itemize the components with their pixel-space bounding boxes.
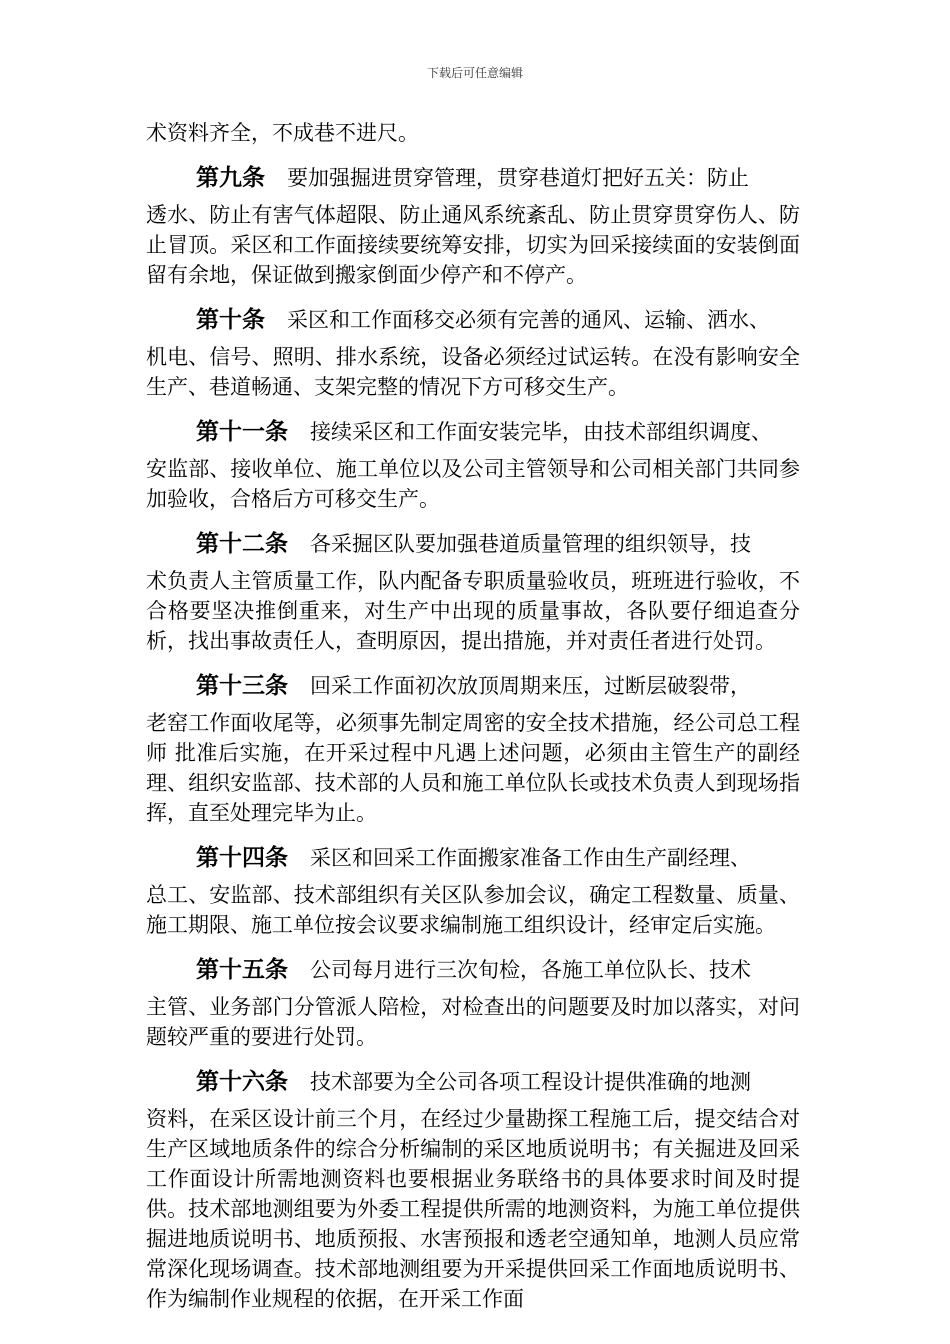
article-continuation: 机电、信号、照明、排水系统，设备必须经过试运转。在没有影响安全生产、巷道畅通、支架完整的情况下方可移交生产。 xyxy=(146,345,800,399)
article-number: 第十四条 xyxy=(196,844,288,871)
article xyxy=(146,302,800,402)
article xyxy=(146,952,800,1052)
article-continuation: 主管、业务部门分管派人陪检，对检查出的问题要及时加以落实，对问题较严重的要进行处罚。 xyxy=(146,995,800,1049)
article xyxy=(146,668,800,828)
article-number: 第十三条 xyxy=(196,672,288,699)
page-header: 下载后可任意编辑 xyxy=(426,66,523,80)
article-text: 采区和工作面移交必须有完善的通风、运输、洒水、 xyxy=(287,308,770,332)
article-number: 第十六条 xyxy=(196,1068,288,1095)
article xyxy=(146,414,800,514)
article-number: 第九条 xyxy=(196,164,265,191)
article-text: 公司每月进行三次旬检，各施工单位队长、技术 xyxy=(310,958,751,982)
article-text: 回采工作面初次放顶周期来压，过断层破裂带， xyxy=(310,674,751,698)
article-continuation: 术负责人主管质量工作，队内配备专职质量验收员，班班进行验收，不合格要坚决推倒重来，对生产中出现的质量事故，各队要仔细追查分析，找出事故责任人，查明原因，提出措施，并对责任者进行处罚。 xyxy=(146,569,800,653)
document-body xyxy=(146,118,800,1314)
article-continuation: 资料，在采区设计前三个月，在经过少量勘探工程施工后，提交结合对生产区域地质条件的综合分析编制的采区地质说明书；有关掘进及回采工作面设计所需地测资料也要根据业务联络书的具体要求时间及时提供。技术部地测组要为外委工程提供所需的地测资料，为施工单位提供掘进地质说明书、地质预报、水害预报和透老空通知单，地测人员应常常深化现场调查。技术部地测组要为开采提供回采工作面地质说明书、作为编制作业规程的依据，在开采工作面 xyxy=(146,1107,800,1311)
lead-paragraph: 术资料齐全，不成巷不进尺。 xyxy=(146,121,419,145)
article-continuation: 老窑工作面收尾等，必须事先制定周密的安全技术措施，经公司总工程师 批准后实施，在开采过程中凡遇上述问题，必须由主管生产的副经理、组织安监部、技术部的人员和施工单位队长或技术负责人到现场指挥，直至处理完毕为止。 xyxy=(146,711,800,825)
article xyxy=(146,526,800,656)
article-text: 各采掘区队要加强巷道质量管理的组织领导，技 xyxy=(310,532,751,556)
article-continuation: 总工、安监部、技术部组织有关区队参加会议，确定工程数量、质量、施工期限、施工单位按会议要求编制施工组织设计，经审定后实施。 xyxy=(146,883,800,937)
article-text: 接续采区和工作面安装完毕，由技术部组织调度、 xyxy=(310,420,772,444)
article-continuation: 透水、防止有害气体超限、防止通风系统紊乱、防止贯穿贯穿伤人、防止冒顶。采区和工作面接续要统筹安排，切实为回采接续面的安装倒面留有余地，保证做到搬家倒面少停产和不停产。 xyxy=(146,203,800,287)
article xyxy=(146,160,800,290)
article-continuation: 安监部、接收单位、施工单位以及公司主管领导和公司相关部门共同参加验收，合格后方可移交生产。 xyxy=(146,457,800,511)
article-text: 要加强掘进贯穿管理，贯穿巷道灯把好五关：防止 xyxy=(287,166,749,190)
article xyxy=(146,840,800,940)
article-text: 技术部要为全公司各项工程设计提供准确的地测 xyxy=(310,1070,751,1094)
article-number: 第十条 xyxy=(196,306,265,333)
article-number: 第十一条 xyxy=(196,418,288,445)
article-number: 第十五条 xyxy=(196,956,288,983)
article-text: 采区和回采工作面搬家准备工作由生产副经理、 xyxy=(310,846,751,870)
article-number: 第十二条 xyxy=(196,530,288,557)
article xyxy=(146,1064,800,1314)
